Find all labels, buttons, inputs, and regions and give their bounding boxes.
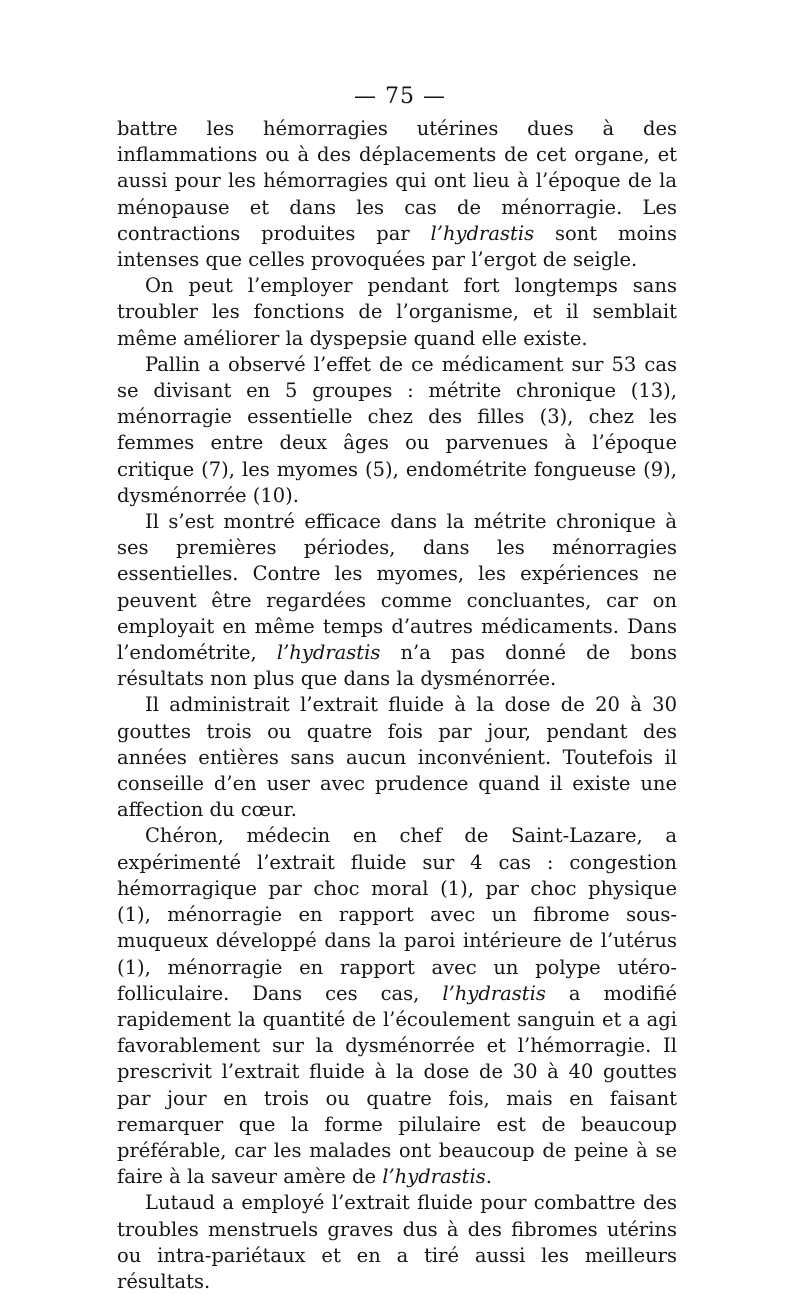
paragraph (117, 823, 677, 1190)
text-segment: On peut l’employer pendant fort longtemps sans troubler les fonctions de l’organisme, et il semblait même améliorer la dyspepsie quand elle existe. (117, 274, 677, 350)
italic-term: l’hydrastis (430, 221, 535, 245)
text-segment: n’a pas donné de bons résultats non plus que dans la dysménorrée. (117, 641, 677, 691)
text-segment: Pallin a observé l’effet de ce médicament sur 53 cas se divisant en 5 groupes : métrite chronique (13), ménorragie essentielle chez des filles (3), chez les femmes entre deux âges ou parvenues à l’époque critique (7), les myomes (5), endométrite fongueuse (9), dysménorrée (10). (117, 352, 677, 507)
paragraph (117, 1190, 677, 1295)
paragraph (117, 509, 677, 692)
page-number: — 75 — (354, 84, 446, 109)
body-text (117, 116, 677, 1295)
italic-term: l’hydrastis (382, 1165, 486, 1189)
paragraph (117, 692, 677, 823)
text-segment: Il administrait l’extrait fluide à la dose de 20 à 30 gouttes trois ou quatre fois par jour, pendant des années entières sans aucun inconvénient. Toutefois il conseille d’en user avec prudence quand il existe une affection du cœur. (117, 693, 677, 822)
italic-term: l’hydrastis (276, 641, 381, 665)
text-segment: . (485, 1165, 492, 1189)
text-segment: a modifié rapidement la quantité de l’écoulement sanguin et a agi favorablement sur la dysménorrée et l’hémorragie. Il prescrivit l’extrait fluide à la dose de 30 à 40 gouttes par jour en trois ou quatre fois, mais en faisant remarquer que la forme pilulaire est de beaucoup préférable, car les malades ont beaucoup de peine à se faire à la saveur amère de (117, 981, 677, 1189)
text-segment: Chéron, médecin en chef de Saint-Lazare, a expérimenté l’extrait fluide sur 4 cas : congestion hémorragique par choc moral (1), par choc physique (1), ménorragie en rapport avec un fibrome sous-muqueux développé dans la paroi intérieure de l’utérus (1), ménorragie en rapport avec un polype utéro-folliculaire. Dans ces cas, (117, 824, 677, 1005)
text-segment: sont moins intenses que celles provoquées par l’ergot de seigle. (117, 221, 677, 272)
text-segment: Il s’est montré efficace dans la métrite chronique à ses premières périodes, dans les ménorragies essentielles. Contre les myomes, les expériences ne peuvent être regardées comme concluantes, car on employait en même temps d’autres médicaments. Dans l’endométrite, (117, 510, 677, 665)
paragraph (117, 273, 677, 352)
paragraph (117, 116, 677, 273)
text-segment: Lutaud a employé l’extrait fluide pour combattre des troubles menstruels graves dus à des fibromes utérins ou intra-pariétaux et en a tiré aussi les meilleurs résultats. (117, 1191, 677, 1293)
paragraph (117, 352, 677, 509)
text-segment: battre les hémorragies utérines dues à des inflammations ou à des déplacements de cet organe, et aussi pour les hémorragies qui ont lieu à l’époque de la ménopause et dans les cas de ménorragie. Les contractions produites par (117, 117, 677, 245)
italic-term: l’hydrastis (442, 981, 546, 1005)
